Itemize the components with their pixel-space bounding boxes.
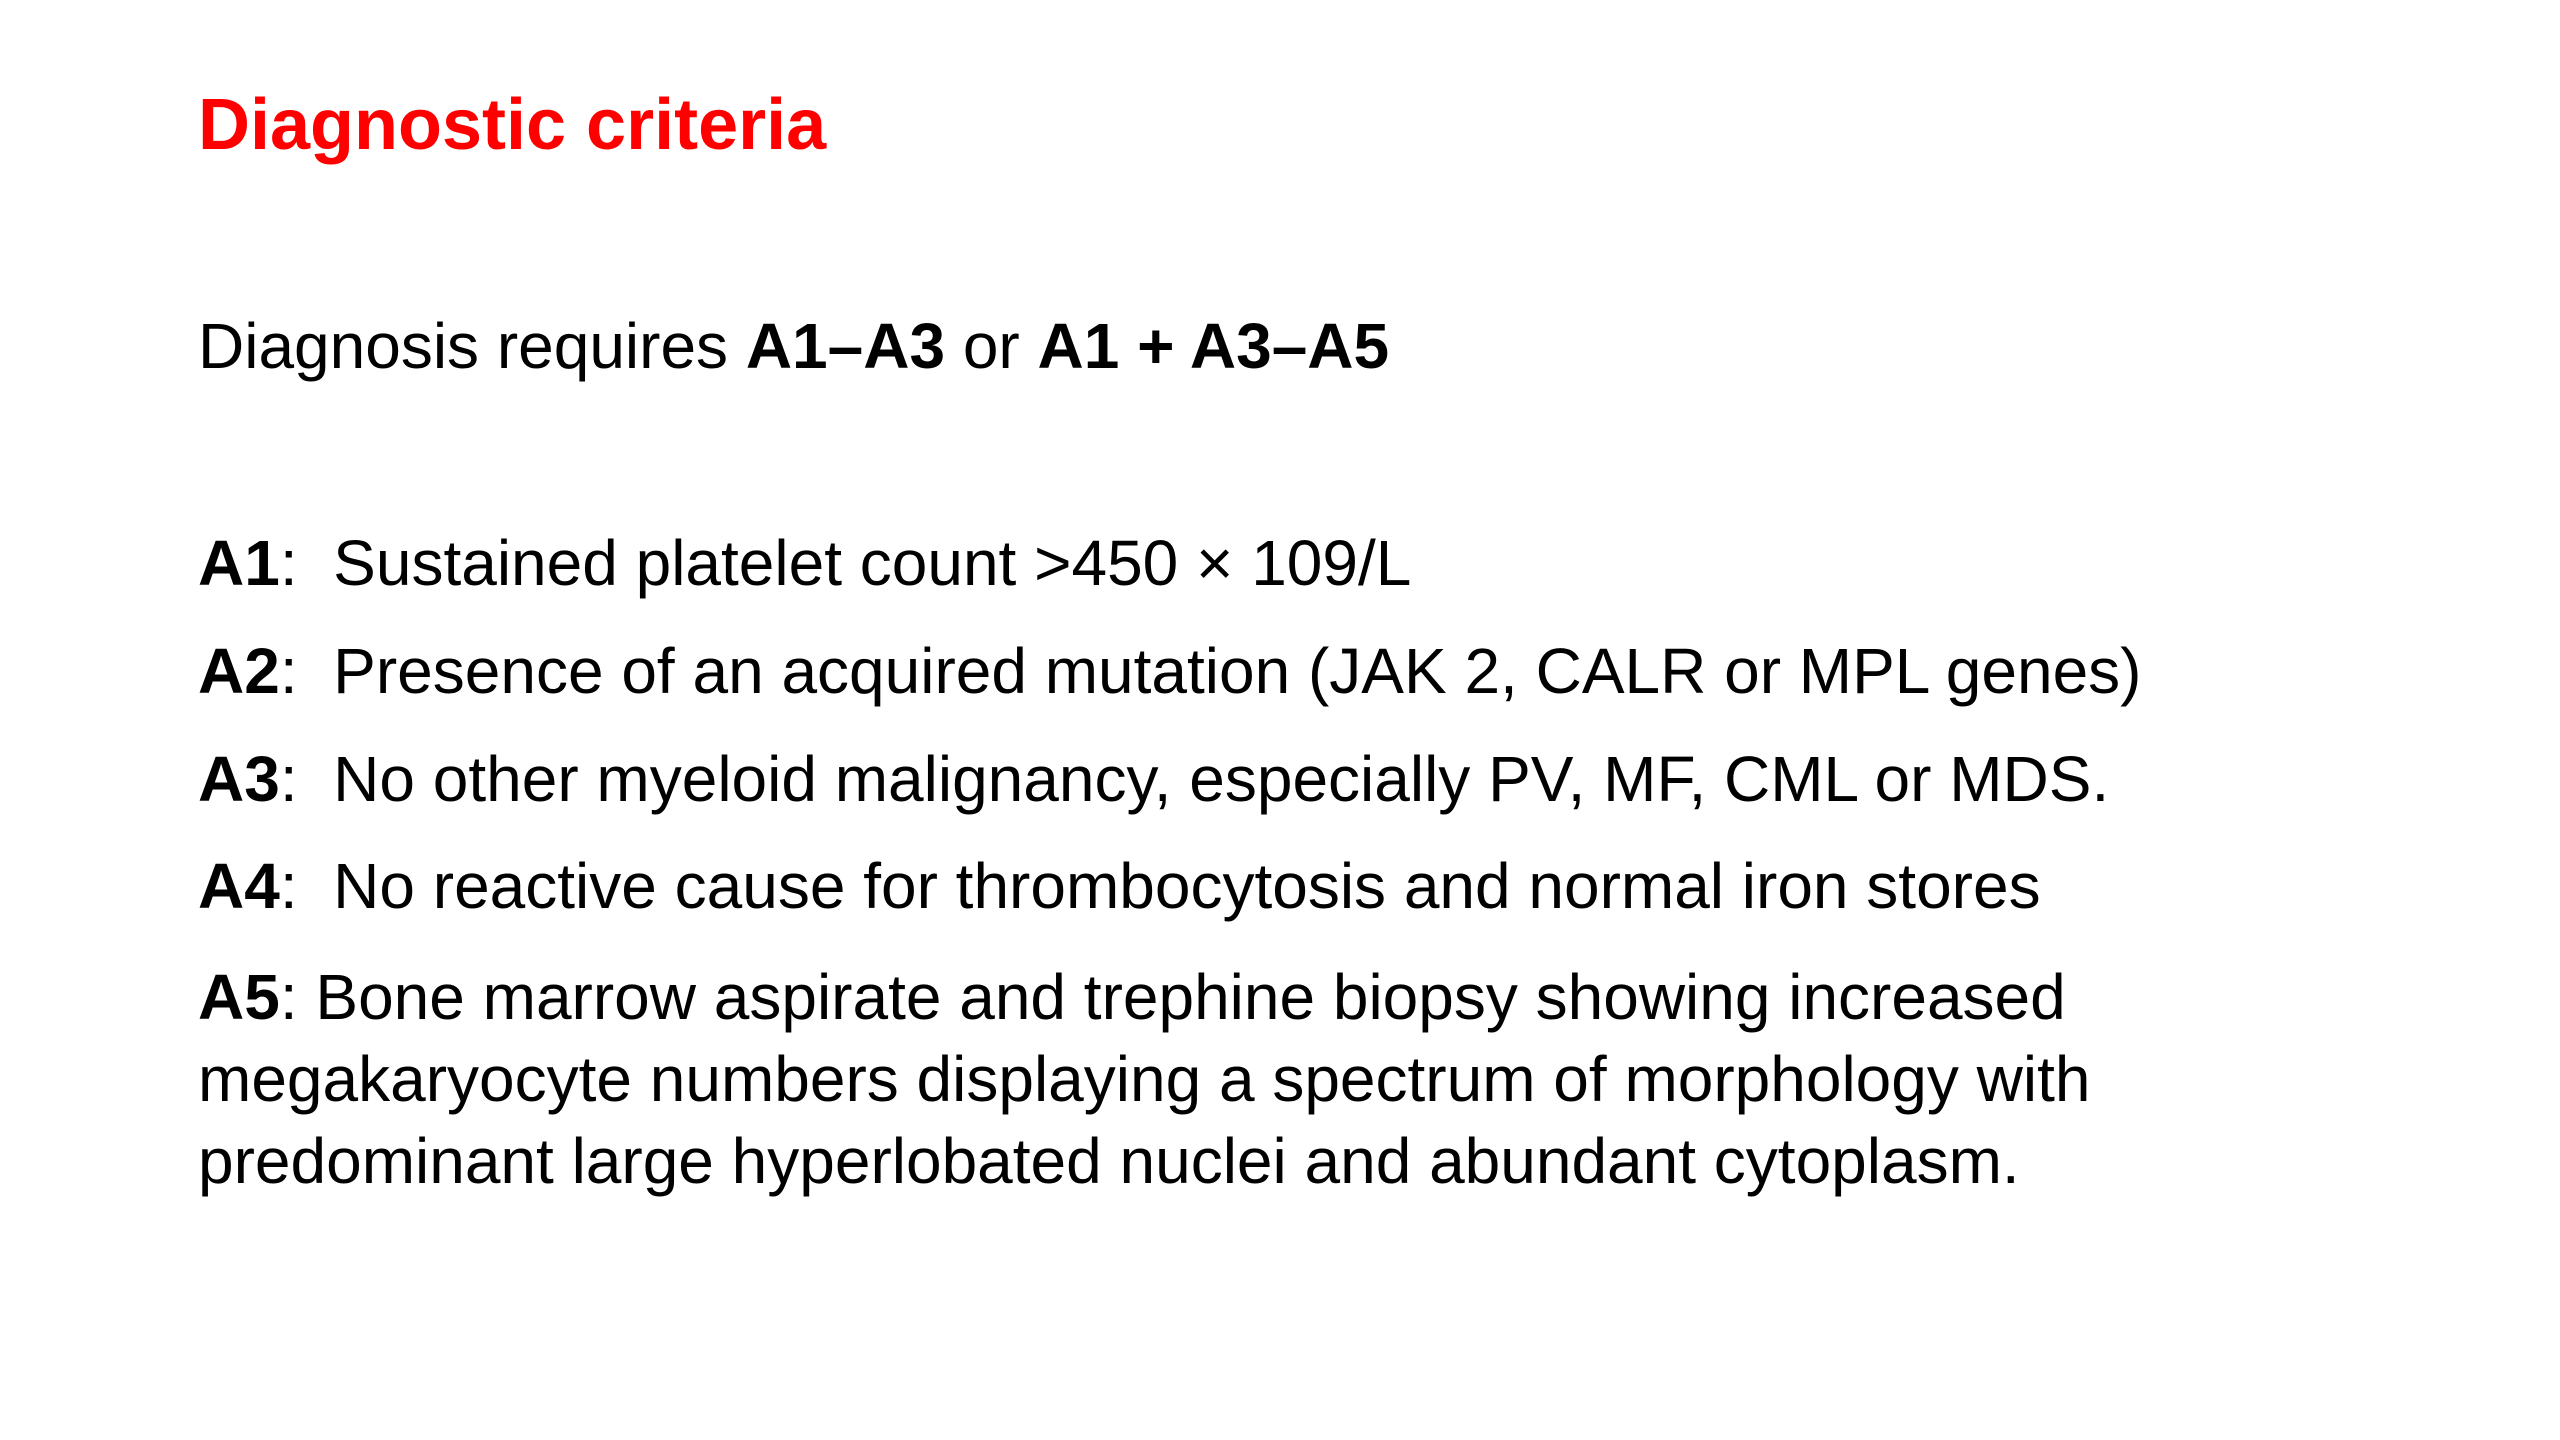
criterion-code: A5	[198, 961, 280, 1034]
requirement-joiner: or	[945, 310, 1038, 382]
criterion-separator: :	[279, 527, 334, 599]
criterion-text: Presence of an acquired mutation (JAK 2, CALR or MPL genes)	[333, 634, 2142, 707]
criterion-a1	[198, 525, 2498, 602]
slide-title: Diagnostic criteria	[198, 85, 827, 165]
criterion-a5	[198, 956, 2318, 1202]
criterion-a3	[198, 741, 2498, 818]
criterion-separator: :	[279, 742, 334, 815]
criterion-text: No other myeloid malignancy, especially PV, MF, CML or MDS.	[333, 742, 2110, 815]
criteria-list	[198, 525, 2498, 1233]
requirement-option-1: A1–A3	[745, 310, 946, 382]
requirement-option-2: A1 + A3–A5	[1037, 310, 1390, 382]
criterion-code: A3	[198, 742, 280, 815]
criterion-code: A4	[198, 850, 280, 923]
criterion-code: A1	[198, 527, 280, 599]
criterion-separator: :	[279, 634, 334, 707]
criterion-text: No reactive cause for thrombocytosis and normal iron stores	[333, 850, 2041, 923]
requirement-prefix: Diagnosis requires	[198, 310, 746, 382]
criterion-a2	[198, 633, 2498, 710]
diagnosis-requirement	[198, 308, 1389, 385]
criterion-separator: :	[279, 961, 316, 1034]
criterion-separator: :	[279, 850, 334, 923]
criterion-code: A2	[198, 634, 280, 707]
criterion-text: Bone marrow aspirate and trephine biopsy showing increased megakaryocyte numbers displaying a spectrum of morphology with predominant large hyperlobated nuclei and abundant cytoplasm.	[198, 961, 2091, 1198]
criterion-text: Sustained platelet count >450 × 109/L	[333, 527, 1412, 599]
criterion-a4	[198, 848, 2498, 925]
